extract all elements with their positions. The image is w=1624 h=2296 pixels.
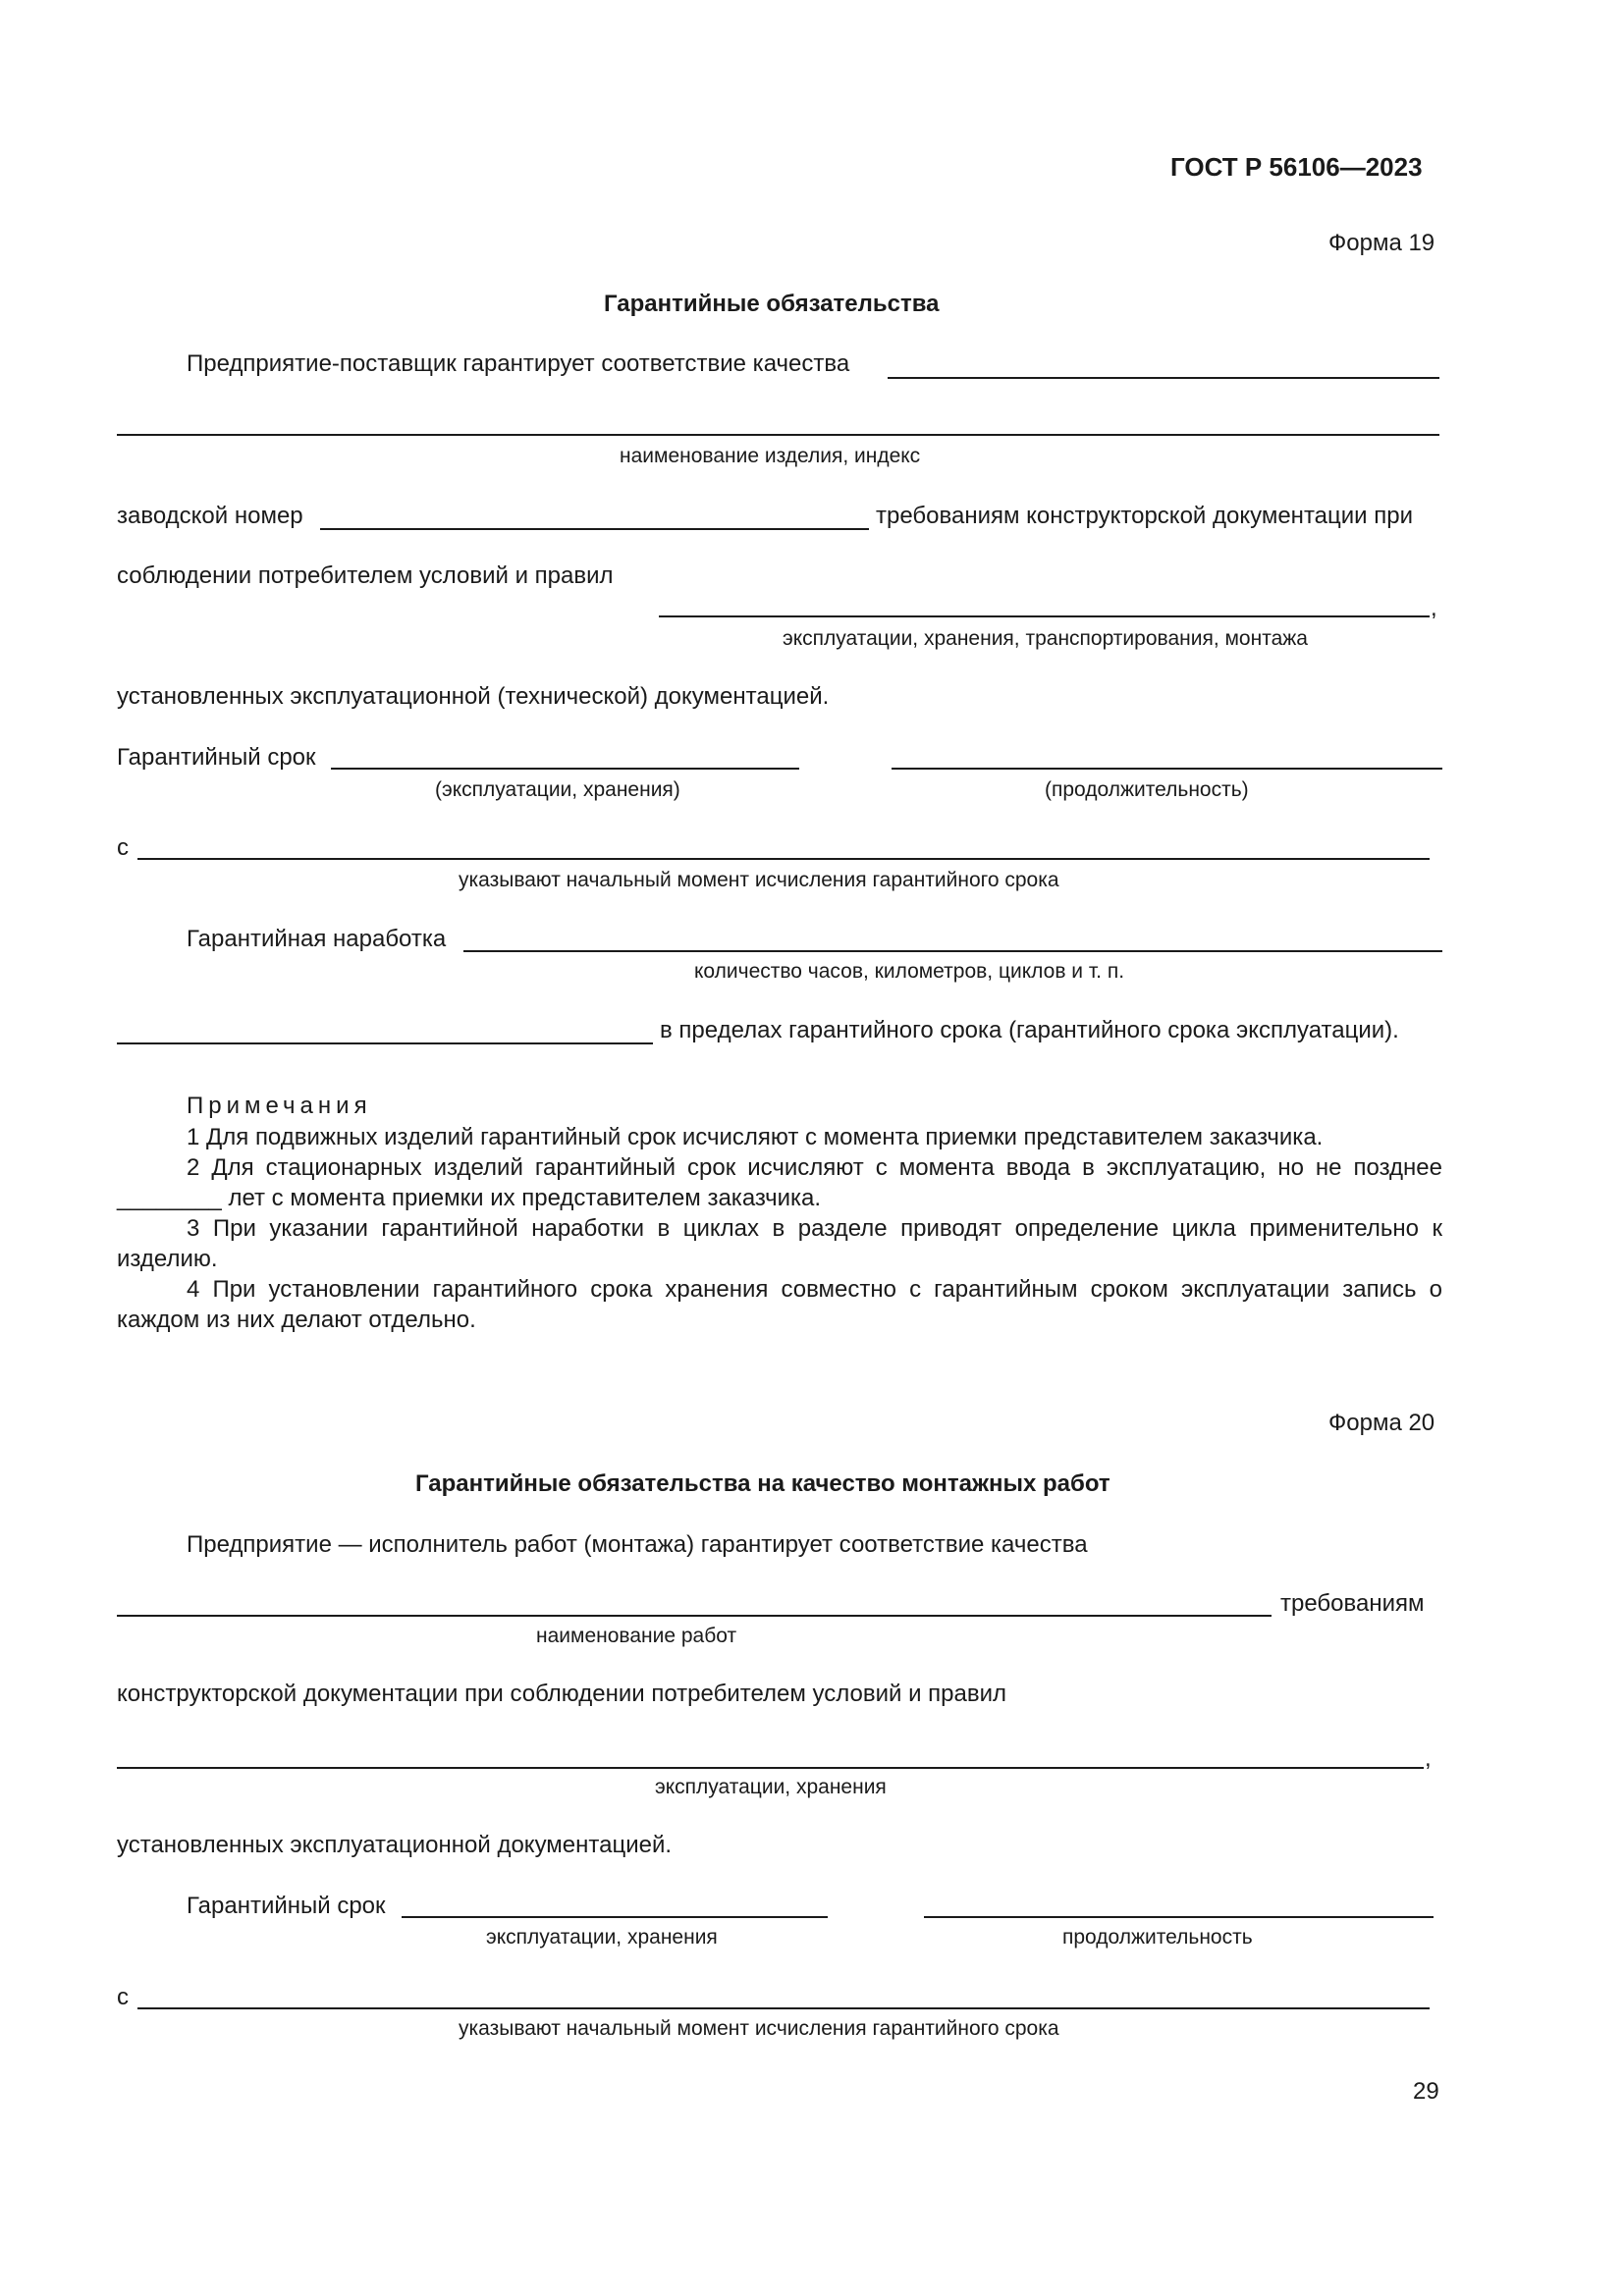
- note-3-line-1: 3 При указании гарантийной наработки в циклах в разделе приводят определение цикла применительно к: [187, 1215, 1442, 1242]
- warranty-type-caption: (эксплуатации, хранения): [435, 778, 680, 801]
- requirements-text: требованиям: [1280, 1590, 1425, 1617]
- start-from-label: с: [117, 834, 129, 861]
- form19-label: Форма 19: [1328, 230, 1435, 256]
- product-name-field-line[interactable]: [117, 434, 1439, 436]
- form20-duration-caption: продолжительность: [1062, 1926, 1253, 1949]
- conditions-text: соблюдении потребителем условий и правил: [117, 562, 614, 589]
- form20-warranty-label: Гарантийный срок: [187, 1893, 386, 1919]
- warranty-duration-caption: (продолжительность): [1045, 778, 1249, 801]
- form20-duration-field-line[interactable]: [924, 1916, 1434, 1918]
- serial-number-field-line[interactable]: [320, 528, 869, 530]
- product-name-caption: наименование изделия, индекс: [620, 445, 921, 467]
- serial-number-suffix: требованиям конструкторской документации при: [876, 503, 1413, 529]
- warranty-period-label: Гарантийный срок: [117, 744, 316, 771]
- note-2-line-1: 2 Для стационарных изделий гарантийный срок исчисляют с момента ввода в эксплуатацию, но не позднее: [187, 1154, 1442, 1181]
- note-2-line-2: ________ лет с момента приемки их представителем заказчика.: [117, 1185, 822, 1211]
- note-4-line-2: каждом из них делают отдельно.: [117, 1307, 476, 1333]
- form20-operation-caption: эксплуатации, хранения: [655, 1776, 887, 1798]
- form20-intro: Предприятие — исполнитель работ (монтажа) гарантирует соответствие качества: [187, 1531, 1088, 1558]
- form20-start-from-label: с: [117, 1984, 129, 2010]
- form20-operation-field-line[interactable]: [117, 1767, 1424, 1769]
- form20-operation-comma: ,: [1425, 1745, 1432, 1772]
- form20-label: Форма 20: [1328, 1410, 1435, 1436]
- notes-title: Примечания: [187, 1093, 372, 1119]
- form20-start-moment-field-line[interactable]: [137, 2007, 1430, 2009]
- note-3-line-2: изделию.: [117, 1246, 218, 1272]
- form19-title: Гарантийные обязательства: [604, 291, 940, 317]
- standard-designation: ГОСТ Р 56106—2023: [1170, 152, 1423, 182]
- operation-rules-field-line[interactable]: [659, 615, 1430, 617]
- note-1: 1 Для подвижных изделий гарантийный срок исчисляют с момента приемки представителем заказчика.: [187, 1124, 1324, 1150]
- form20-conditions-text: конструкторской документации при соблюдении потребителем условий и правил: [117, 1681, 1007, 1707]
- form20-established-text: установленных эксплуатационной документацией.: [117, 1832, 673, 1858]
- works-name-caption: наименование работ: [536, 1625, 737, 1647]
- note-4-line-1: 4 При установлении гарантийного срока хранения совместно с гарантийным сроком эксплуатации запись о: [187, 1276, 1442, 1303]
- within-period-text: в пределах гарантийного срока (гарантийного срока эксплуатации).: [660, 1017, 1399, 1043]
- established-text: установленных эксплуатационной (технической) документацией.: [117, 683, 830, 710]
- works-name-field-line[interactable]: [117, 1615, 1272, 1617]
- form20-warranty-type-caption: эксплуатации, хранения: [486, 1926, 718, 1949]
- form19-intro: Предприятие-поставщик гарантирует соответствие качества: [187, 350, 850, 377]
- warranty-runtime-label: Гарантийная наработка: [187, 926, 447, 952]
- start-moment-caption: указывают начальный момент исчисления гарантийного срока: [459, 869, 1059, 891]
- form20-warranty-type-field-line[interactable]: [402, 1916, 828, 1918]
- warranty-duration-field-line[interactable]: [892, 768, 1442, 770]
- serial-number-label: заводской номер: [117, 503, 303, 529]
- quality-field-line[interactable]: [888, 377, 1439, 379]
- warranty-runtime-caption: количество часов, километров, циклов и т. п.: [694, 960, 1125, 983]
- warranty-runtime-field-line[interactable]: [463, 950, 1442, 952]
- form20-start-moment-caption: указывают начальный момент исчисления гарантийного срока: [459, 2017, 1059, 2040]
- warranty-type-field-line[interactable]: [331, 768, 799, 770]
- operation-comma: ,: [1431, 595, 1437, 621]
- page-number: 29: [1413, 2078, 1439, 2105]
- start-moment-field-line[interactable]: [137, 858, 1430, 860]
- operation-rules-caption: эксплуатации, хранения, транспортирования, монтажа: [783, 627, 1308, 650]
- runtime-value-field-line[interactable]: [117, 1042, 653, 1044]
- form20-title: Гарантийные обязательства на качество монтажных работ: [415, 1470, 1110, 1497]
